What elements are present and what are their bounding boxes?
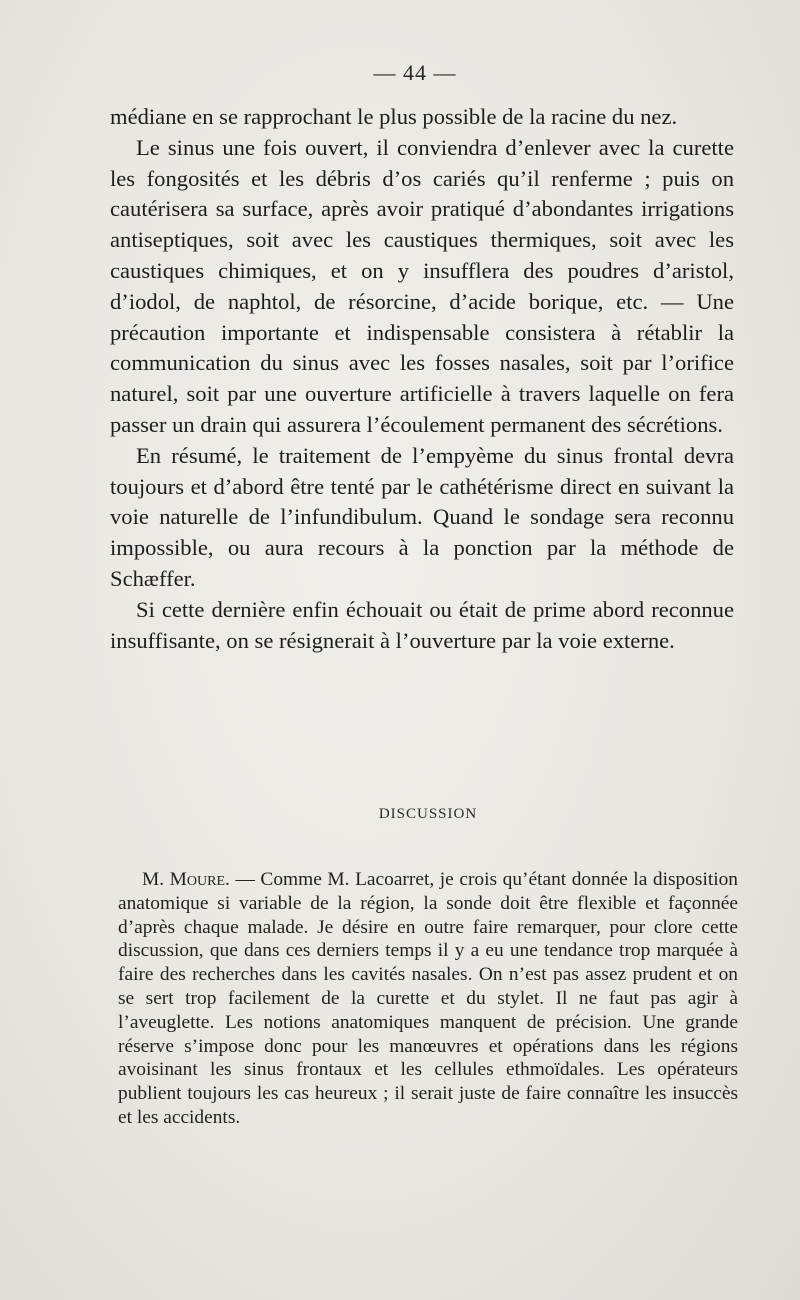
paragraph-1: médiane en se rapprochant le plus possible de la racine du nez. — [110, 104, 678, 129]
main-text — [110, 102, 734, 656]
discussion-block — [118, 868, 738, 1130]
page-number: — 44 — — [373, 60, 457, 85]
paragraph-2: Le sinus une fois ouvert, il conviendra d’enlever avec la curette les fongosités et les débris d’os cariés qu’il renferme ; puis on cautérisera sa surface, après avoir pratiqué d’abondantes irrigations antiseptiques, soit avec les caustiques thermiques, soit avec les caustiques chimiques, et on y insufflera des poudres d’aristol, d’iodol, de naphtol, de résorcine, d’acide borique, etc. — Une précaution importante et indispensable consistera à rétablir la communication du sinus avec les fosses nasales, soit par l’orifice naturel, soit par une ouverture artificielle à travers laquelle on fera passer un drain qui assurera l’écoulement permanent des sécrétions. — [110, 134, 734, 437]
paragraph-3: En résumé, le traitement de l’empyème du sinus frontal devra toujours et d’abord être tenté par le cathétérisme direct en suivant la voie naturelle de l’infundibulum. Quand le sondage sera reconnu impossible, ou aura recours à la ponction par la méthode de Schæffer. — [110, 442, 734, 591]
section-heading: DISCUSSION — [378, 806, 478, 822]
discussion-paragraph — [118, 868, 738, 1130]
speaker-name: M. Moure. — [142, 869, 230, 890]
discussion-text: — Comme M. Lacoarret, je crois qu’étant donnée la disposition anatomique si variable de la région, la sonde doit être flexible et façonnée d’après chaque malade. Je désire en outre faire remarquer, pour clore cette discussion, que dans ces derniers temps il y a eu une tendance trop marquée à faire des recherches dans les cavités nasales. On n’est pas assez prudent et on se sert trop facilement de la curette et du stylet. Il ne faut pas agir à l’aveuglette. Les notions anatomiques manquent de précision. Une grande réserve s’impose donc pour les manœuvres et opérations dans les régions avoisinant les sinus frontaux et les cellules ethmoïdales. Les opérateurs publient toujours les cas heureux ; il serait juste de faire connaître les insuccès et les accidents. — [118, 869, 738, 1128]
paragraph-4: Si cette dernière enfin échouait ou était de prime abord reconnue insuffisante, on se résignerait à l’ouverture par la voie externe. — [110, 596, 734, 653]
